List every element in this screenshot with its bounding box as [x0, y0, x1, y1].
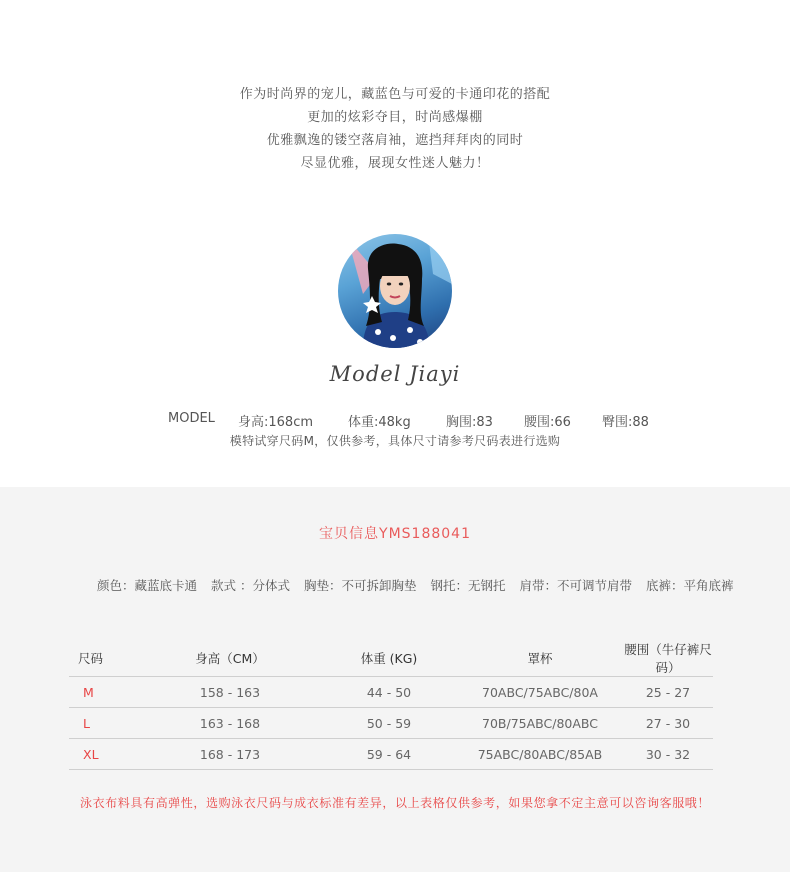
waist-cell: 25 - 27 [623, 677, 713, 708]
attr-color: 颜色：藏蓝底卡通 [97, 578, 198, 593]
height-cell: 158 - 163 [139, 677, 321, 708]
cup-cell: 75ABC/80ABC/85AB [457, 739, 623, 770]
header-size: 尺码 [69, 640, 139, 677]
intro-line: 作为时尚界的宠儿，藏蓝色与可爱的卡通印花的搭配 [239, 87, 551, 102]
table-row [69, 739, 713, 770]
model-weight: 体重:48kg [348, 415, 411, 430]
attr-style: 款式 ：分体式 [211, 578, 290, 593]
size-cell: XL [69, 739, 139, 770]
header-cup: 罩杯 [457, 640, 623, 677]
size-cell: L [69, 708, 139, 739]
height-cell: 168 - 173 [139, 739, 321, 770]
height-cell: 163 - 168 [139, 708, 321, 739]
waist-cell: 27 - 30 [623, 708, 713, 739]
attr-underwire: 钢托：无钢托 [430, 578, 506, 593]
table-row [69, 708, 713, 739]
model-hip: 臀围:88 [602, 415, 649, 430]
header-height: 身高（CM） [139, 640, 321, 677]
intro-line: 更加的炫彩夺目，时尚感爆棚 [307, 110, 483, 125]
attr-pad: 胸垫：不可拆卸胸垫 [303, 578, 417, 593]
product-info-panel [0, 487, 790, 872]
waist-cell: 30 - 32 [623, 739, 713, 770]
attr-bottom: 底裤：平角底裤 [645, 578, 734, 593]
cup-cell: 70ABC/75ABC/80A [457, 677, 623, 708]
model-signature: Model Jiayi [329, 362, 461, 386]
weight-cell: 44 - 50 [321, 677, 457, 708]
model-height: 身高:168cm [238, 415, 314, 430]
header-waist: 腰围（牛仔裤尺码） [624, 642, 712, 675]
size-table [69, 640, 713, 770]
model-waist: 腰围:66 [524, 415, 571, 430]
table-row [69, 677, 713, 708]
model-photo-icon [338, 234, 452, 348]
weight-cell: 59 - 64 [321, 739, 457, 770]
intro-line: 尽显优雅，展现女性迷人魅力！ [300, 156, 490, 171]
product-info-title: 宝贝信息YMS188041 [319, 526, 471, 542]
intro-line: 优雅飘逸的镂空落肩袖，遮挡拜拜肉的同时 [266, 133, 524, 148]
model-avatar [338, 234, 452, 348]
size-disclaimer: 泳衣布料具有高弹性，选购泳衣尺码与成衣标准有差异，以上表格仅供参考，如果您拿不定主意可以咨询客服哦！ [79, 796, 710, 810]
model-bust: 胸围:83 [446, 415, 493, 430]
weight-cell: 50 - 59 [321, 708, 457, 739]
product-attributes [97, 576, 734, 594]
size-cell: M [69, 677, 139, 708]
size-table-header [69, 640, 713, 677]
header-weight: 体重 (KG) [321, 640, 457, 677]
cup-cell: 70B/75ABC/80ABC [457, 708, 623, 739]
intro-text [0, 83, 790, 175]
model-size-note: 模特试穿尺码M，仅供参考，具体尺寸请参考尺码表进行选购 [229, 434, 561, 448]
attr-strap: 肩带：不可调节肩带 [519, 578, 632, 593]
model-label: MODEL [168, 411, 215, 426]
